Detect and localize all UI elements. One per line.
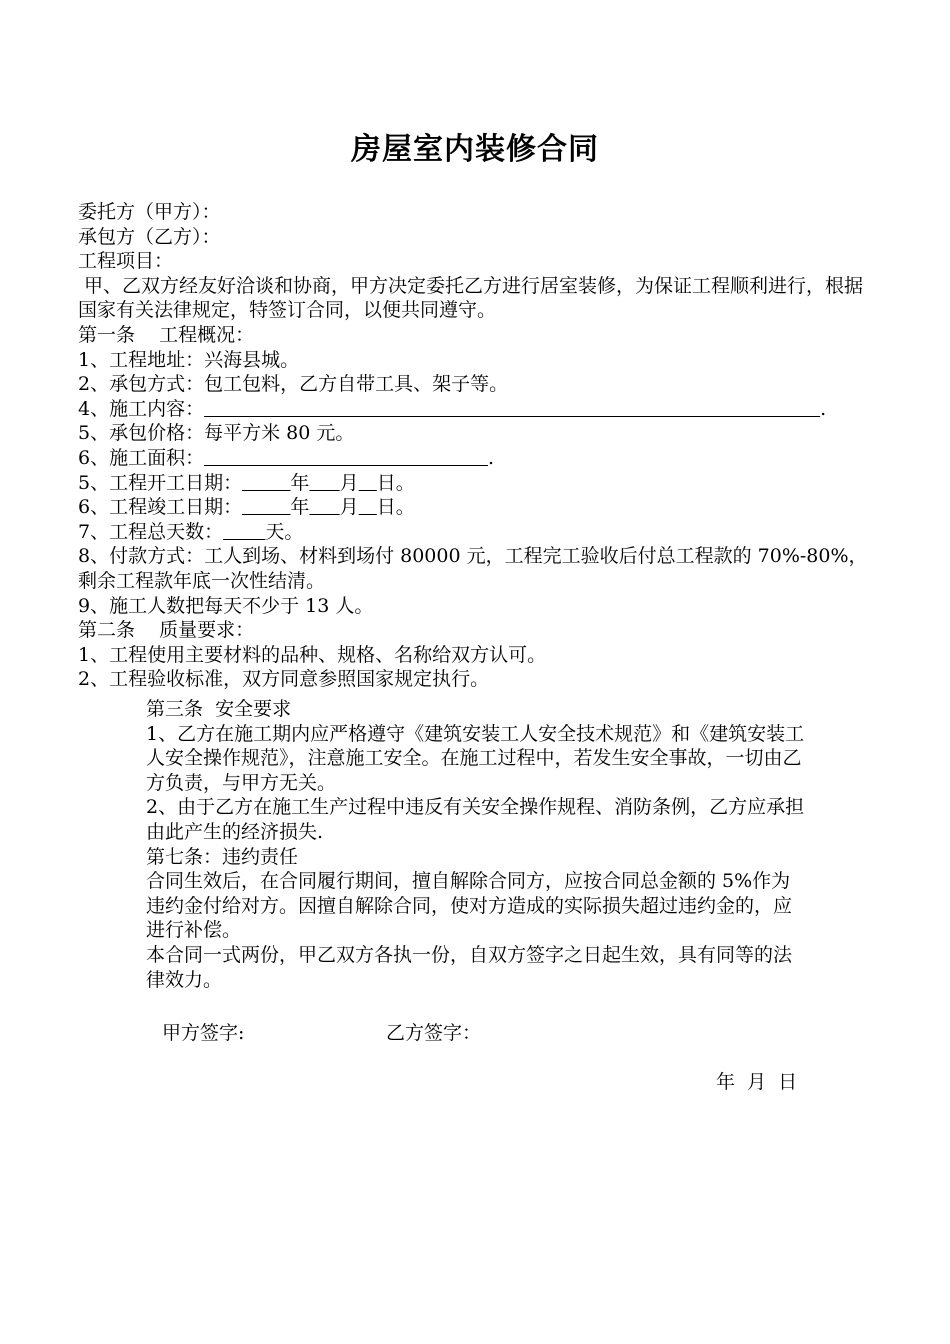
quality-item-2: 2、工程验收标准，双方同意参照国家规定执行。 <box>78 668 490 691</box>
project-line: 工程项目： <box>78 250 174 273</box>
item-content-end: . <box>820 397 827 420</box>
end-year-char: 年 <box>290 496 310 519</box>
item-price: 5、承包价格：每平方米 80 元。 <box>78 422 355 445</box>
item-payment: 8、付款方式：工人到场、材料到场付 80000 元，工程完工验收后付总工程款的 70%-80%，剩余工程款年底一次性结清。 <box>78 545 868 592</box>
item-address: 1、工程地址：兴海县城。 <box>78 348 300 371</box>
start-year-blank <box>242 472 290 494</box>
party-b-signature-label: 乙方签字： <box>386 1022 482 1044</box>
article-2-heading: 第二条 质量要求： <box>78 619 255 642</box>
copies-paragraph: 本合同一式两份，甲乙双方各执一份，自双方签字之日起生效，具有同等的法律效力。 <box>146 943 793 991</box>
start-month-blank <box>309 472 339 494</box>
party-b-line: 承包方（乙方）： <box>78 225 221 248</box>
item-contract-mode: 2、承包方式：包工包料，乙方自带工具、架子等。 <box>78 373 509 396</box>
article-3-heading: 第三条 安全要求 <box>146 698 292 720</box>
intro-paragraph: 甲、乙双方经友好洽谈和协商，甲方决定委托乙方进行居室装修，为保证工程顺利进行，根据国家有关法律规定，特签订合同，以便共同遵守。 <box>78 274 864 322</box>
end-month-blank <box>309 496 339 518</box>
start-day-char: 日。 <box>376 471 415 494</box>
end-day-blank <box>359 496 377 518</box>
signature-date-line: 年 月 日 <box>716 1071 798 1093</box>
start-day-blank <box>359 472 377 494</box>
item-area-end: . <box>487 446 494 469</box>
end-year-blank <box>242 496 290 518</box>
quality-item-1: 1、工程使用主要材料的品种、规格、名称给双方认可。 <box>78 643 547 666</box>
end-day-char: 日。 <box>376 496 415 519</box>
end-month-char: 月 <box>339 496 359 519</box>
item-area-blank <box>204 447 488 469</box>
item-workers: 9、施工人数把每天不少于 13 人。 <box>78 594 374 617</box>
article-1-heading: 第一条 工程概况： <box>78 323 255 346</box>
start-date-label: 5、工程开工日期： <box>78 471 243 494</box>
safety-item-2: 2、由于乙方在施工生产过程中违反有关安全操作规程、消防条例，乙方应承担由此产生的经济损失. <box>146 796 805 843</box>
item-content-blank <box>204 398 820 420</box>
item-end-date <box>78 495 878 520</box>
item-content-label: 4、施工内容： <box>78 397 205 420</box>
party-a-line: 委托方（甲方）： <box>78 201 221 223</box>
start-month-char: 月 <box>339 471 359 494</box>
item-start-date <box>78 471 878 496</box>
party-a-signature-label: 甲方签字: <box>162 1022 245 1044</box>
end-date-label: 6、工程竣工日期： <box>78 496 243 519</box>
total-days-end: 天。 <box>265 520 304 543</box>
item-content <box>78 397 878 422</box>
page-title: 房屋室内装修合同 <box>351 132 599 167</box>
start-year-char: 年 <box>290 471 310 494</box>
total-days-blank <box>223 521 265 543</box>
total-days-label: 7、工程总天数： <box>78 520 224 543</box>
item-area <box>78 446 878 471</box>
contract-body <box>78 200 878 692</box>
safety-item-1: 1、乙方在施工期内应严格遵守《建筑安装工人安全技术规范》和《建筑安装工人安全操作规范》，注意施工安全。在施工过程中，若发生安全事故，一切由乙方负责，与甲方无关。 <box>146 722 805 794</box>
article-7-heading: 第七条：违约责任 <box>146 845 299 868</box>
breach-paragraph: 合同生效后，在合同履行期间，擅自解除合同方，应按合同总金额的 5%作为违约金付给对方。因擅自解除合同，使对方造成的实际损失超过违约金的，应进行补偿。 <box>146 870 793 942</box>
item-total-days <box>78 520 878 545</box>
contract-body-indented <box>146 697 808 992</box>
item-area-label: 6、施工面积： <box>78 446 205 469</box>
